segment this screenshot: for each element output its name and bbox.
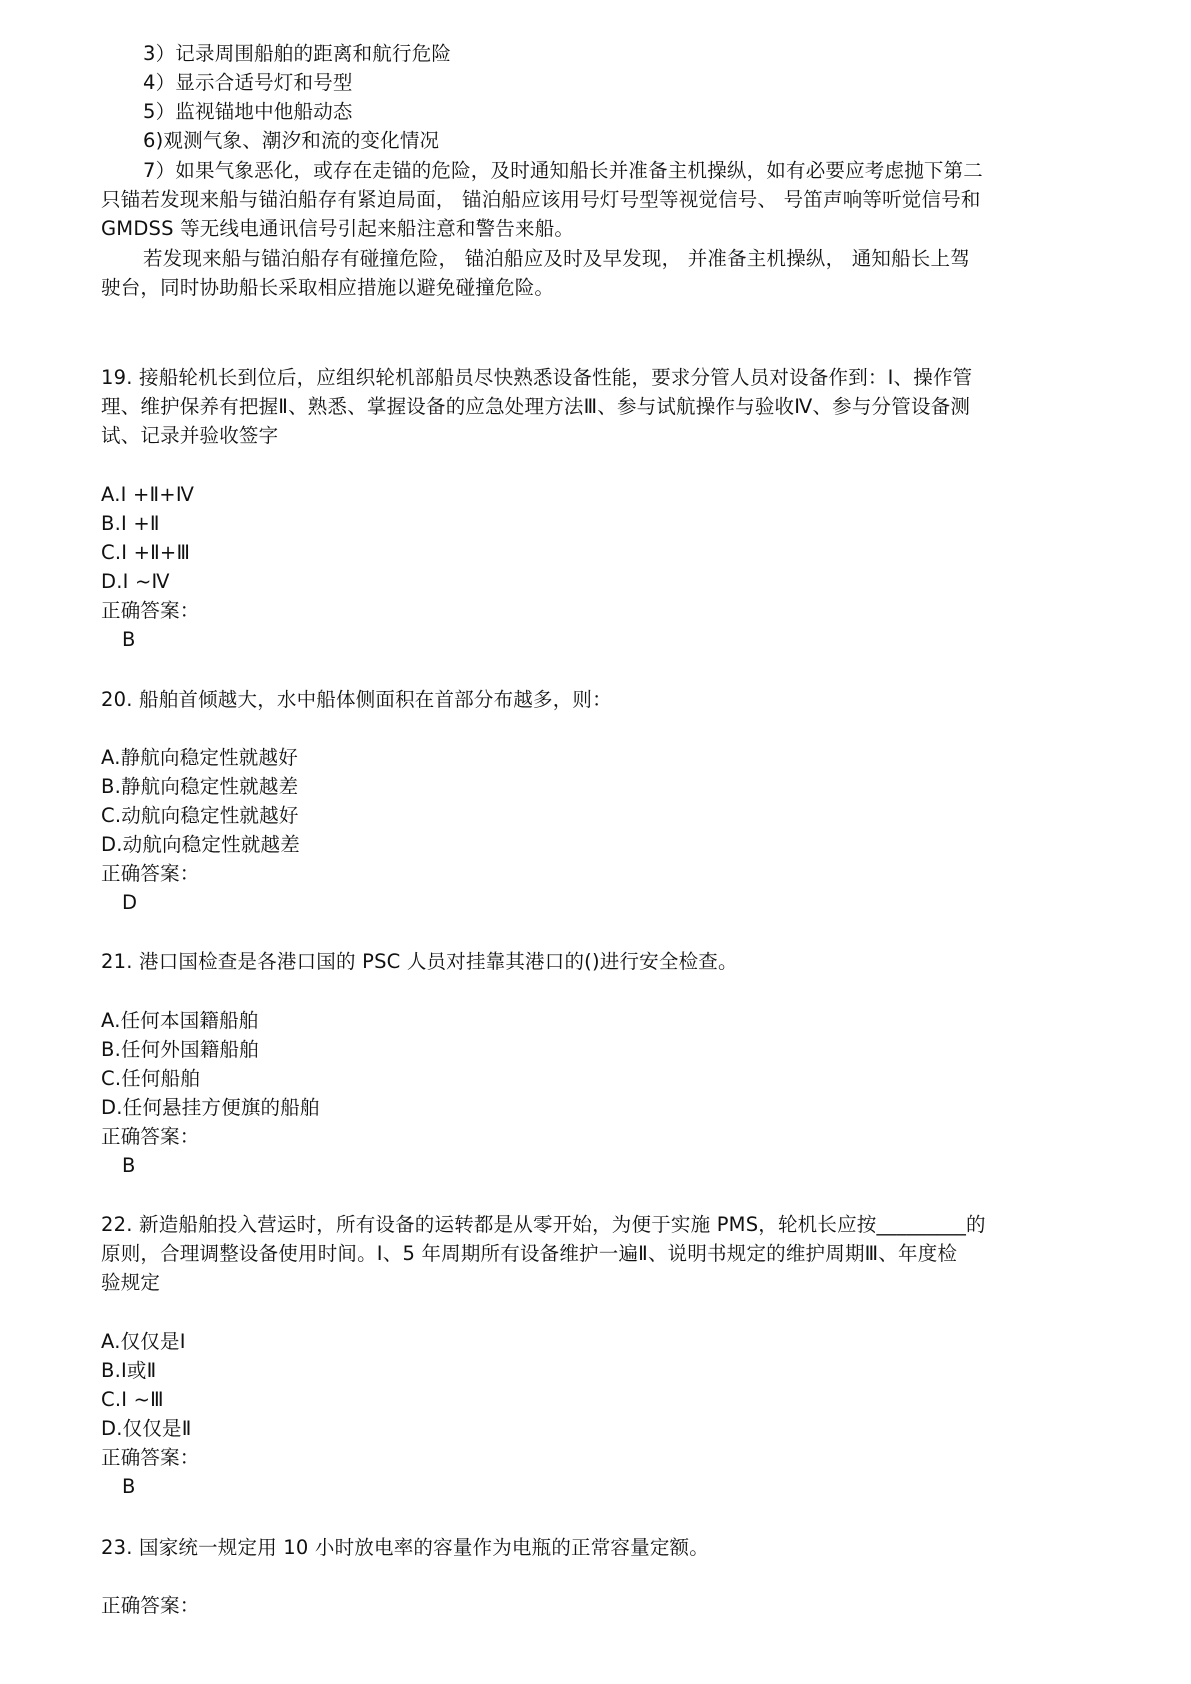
answer-label: 正确答案：: [101, 1446, 200, 1469]
option: D.动航向稳定性就越差: [101, 833, 300, 856]
answer-value: B: [122, 628, 136, 651]
option: B.Ⅰ或Ⅱ: [101, 1359, 157, 1382]
option: D.仅仅是Ⅱ: [101, 1417, 192, 1440]
option: B.Ⅰ +Ⅱ: [101, 512, 160, 535]
option: C.Ⅰ +Ⅱ+Ⅲ: [101, 541, 191, 564]
option: B.静航向稳定性就越差: [101, 775, 299, 798]
answer-label: 正确答案：: [101, 1125, 200, 1148]
option: B.任何外国籍船舶: [101, 1038, 259, 1061]
answer-value: B: [122, 1154, 136, 1177]
question-stem-line: 21. 港口国检查是各港口国的 PSC 人员对挂靠其港口的()进行安全检查。: [101, 950, 738, 973]
intro-item: 5）监视锚地中他船动态: [143, 100, 353, 123]
intro-item: 3）记录周围船舶的距离和航行危险: [143, 42, 452, 65]
option: C.动航向稳定性就越好: [101, 804, 299, 827]
option: A.静航向稳定性就越好: [101, 746, 298, 769]
question-stem-line: 19. 接船轮机长到位后，应组织轮机部船员尽快熟悉设备性能，要求分管人员对设备作到：Ⅰ、操作管: [101, 366, 973, 389]
question-stem-line: 23. 国家统一规定用 10 小时放电率的容量作为电瓶的正常容量定额。: [101, 1536, 709, 1559]
question-stem-line: 22. 新造船舶投入营运时，所有设备的运转都是从零开始，为便于实施 PMS，轮机长应按_________的: [101, 1213, 986, 1236]
question-stem-line: 试、记录并验收签字: [101, 424, 279, 447]
option: A.任何本国籍船舶: [101, 1009, 259, 1032]
question-stem-line: 原则，合理调整设备使用时间。Ⅰ、5 年周期所有设备维护一遍Ⅱ、说明书规定的维护周期Ⅲ、年度检: [101, 1242, 958, 1265]
answer-label: 正确答案：: [101, 862, 200, 885]
answer-label: 正确答案：: [101, 599, 200, 622]
option: A.Ⅰ +Ⅱ+Ⅳ: [101, 483, 195, 506]
intro-paragraph-line: 7）如果气象恶化，或存在走锚的危险，及时通知船长并准备主机操纵，如有必要应考虑抛下第二: [143, 159, 984, 182]
question-stem-line: 20. 船舶首倾越大，水中船体侧面积在首部分布越多，则：: [101, 688, 612, 711]
option: D.任何悬挂方便旗的船舶: [101, 1096, 320, 1119]
intro-paragraph-line: 驶台，同时协助船长采取相应措施以避免碰撞危险。: [101, 276, 555, 299]
intro-paragraph-line: 若发现来船与锚泊船存有碰撞危险， 锚泊船应及时及早发现， 并准备主机操纵， 通知船长上驾: [143, 247, 970, 270]
option: C.Ⅰ ~Ⅲ: [101, 1388, 164, 1411]
answer-label: 正确答案：: [101, 1594, 200, 1617]
intro-item: 6)观测气象、潮汐和流的变化情况: [143, 129, 440, 152]
intro-paragraph-line: 只锚若发现来船与锚泊船存有紧迫局面， 锚泊船应该用号灯号型等视觉信号、 号笛声响等听觉信号和: [101, 188, 981, 211]
question-stem-line: 验规定: [101, 1271, 161, 1294]
option: D.Ⅰ ~Ⅳ: [101, 570, 170, 593]
option: A.仅仅是Ⅰ: [101, 1330, 186, 1353]
answer-value: B: [122, 1475, 136, 1498]
intro-paragraph-line: GMDSS 等无线电通讯信号引起来船注意和警告来船。: [101, 217, 575, 240]
question-stem-line: 理、维护保养有把握Ⅱ、熟悉、掌握设备的应急处理方法Ⅲ、参与试航操作与验收Ⅳ、参与分管设备测: [101, 395, 971, 418]
option: C.任何船舶: [101, 1067, 201, 1090]
answer-value: D: [122, 891, 138, 914]
intro-item: 4）显示合适号灯和号型: [143, 71, 353, 94]
